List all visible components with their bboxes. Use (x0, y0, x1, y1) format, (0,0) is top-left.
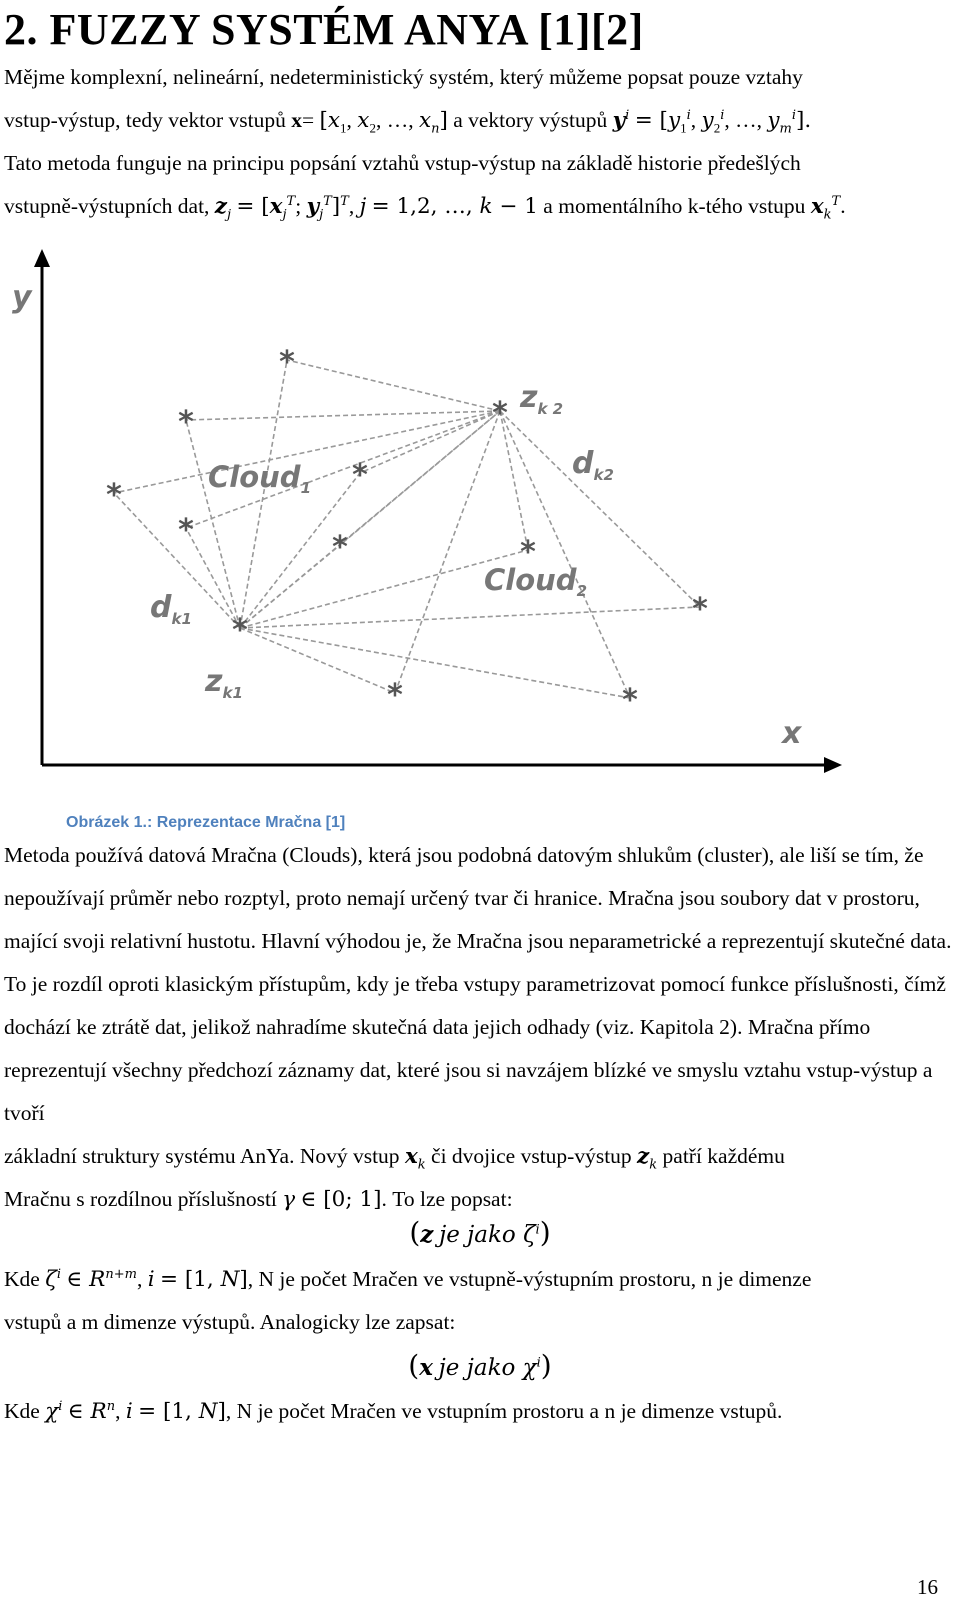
x-axis-arrow (824, 757, 842, 773)
point: * (622, 683, 638, 718)
intro-line-2: vstup-výstup, tedy vektor vstupů $x= [x_1$, $x_2$, …, $x_n$] a vektory výstupů $y^i = [y_1^i$, $y_2^i$, …, $y_m^i$]. (4, 107, 812, 137)
point: * (106, 478, 122, 513)
point: * (387, 678, 403, 713)
y-axis-arrow (34, 249, 50, 267)
x-axis-label: x (782, 716, 802, 751)
cloud2-label: Cloud$_2$ (484, 563, 587, 600)
intro-line-4: vstupně-výstupních dat, $z_j = [x_j^T$; $y_j^T]^T$, j = 1,2, …, k − 1 a momentálního k-tého vstupu $x_k^T$. (4, 193, 846, 223)
dk2-lines (114, 360, 700, 698)
zeta-paragraph (4, 1258, 956, 1344)
equation-zeta: (z je jako $\zeta^i$) (409, 1216, 551, 1249)
equation-chi: (x je jako $\chi^i$) (408, 1349, 552, 1382)
zeta-line-1: Kde $\zeta^i$ ∈ $R^{n+m}$, i = [1, N], N je počet Mračen ve vstupně-výstupním prostoru, n je dimenze (4, 1266, 812, 1292)
dk1-lines (114, 360, 700, 698)
chi-line: Kde $\chi^i$ ∈ $R^n$, i = [1, N], N je počet Mračen ve vstupním prostoru a n je dimenze vstupů. (4, 1398, 783, 1424)
dk1-label: $d_{k1}$ (150, 590, 192, 628)
y-axis-label: y (12, 280, 32, 315)
point-zk1: * (232, 613, 248, 648)
chi-paragraph (4, 1390, 956, 1433)
point: * (332, 530, 348, 565)
figure-caption: Obrázek 1.: Reprezentace Mračna [1] (66, 814, 346, 831)
body-line-membership-2: Mračnu s rozdílnou příslušností γ ∈ [0; 1]. To lze popsat: (4, 1187, 513, 1212)
point-zk2: * (492, 396, 508, 431)
section-heading: 2. FUZZY SYSTÉM ANYA [1][2] (4, 5, 644, 54)
point: * (692, 592, 708, 627)
point: * (178, 513, 194, 548)
intro-line-1: Mějme komplexní, nelineární, nedeterministický systém, který můžeme popsat pouze vztahy (4, 65, 803, 89)
point: * (520, 535, 536, 570)
intro-line-3: Tato metoda funguje na principu popsání vztahů vstup-výstup na základě historie předešlých (4, 151, 801, 175)
point: * (178, 405, 194, 440)
body-paragraph (4, 834, 956, 1221)
body-text: Metoda používá datová Mračna (Clouds), která jsou podobná datovým shlukům (cluster), ale liší se tím, že nepoužívají průměr nebo rozptyl, proto nemají určený tvar či hranice. Mračna jsou soubory dat v prostoru, mající svoji relativní hustotu. Hlavní výhodou je, že Mračna jsou neparametrické a reprezentují skutečné data. To je rozdíl oproti klasickým přístupům, kdy je třeba vstupy parametrizovat pomocí funkce příslušnosti, čímž dochází ke ztrátě dat, jelikož nahradíme skutečná data jejich odhady (viz. Kapitola 2). Mračna přímo reprezentují všechny předchozí záznamy dat, které jsou si navzájem blízké ve smyslu vztahu vstup-výstup a tvoří (4, 843, 952, 1125)
cloud-figure (0, 245, 870, 790)
page-number: 16 (917, 1575, 938, 1599)
point: * (352, 458, 368, 493)
zk2-label: $z_{k 2}$ (520, 380, 564, 418)
zk1-label: $z_{k1}$ (205, 664, 243, 702)
zeta-line-2: vstupů a m dimenze výstupů. Analogicky lze zapsat: (4, 1310, 456, 1334)
body-line-membership: základní struktury systému AnYa. Nový vstup $x_k$ či dvojice vstup-výstup $z_k$ patří každému (4, 1144, 785, 1173)
intro-paragraph (4, 56, 956, 228)
dk2-label: $d_{k2}$ (572, 446, 614, 484)
cloud1-label: Cloud$_1$ (208, 460, 311, 497)
point: * (279, 345, 295, 380)
